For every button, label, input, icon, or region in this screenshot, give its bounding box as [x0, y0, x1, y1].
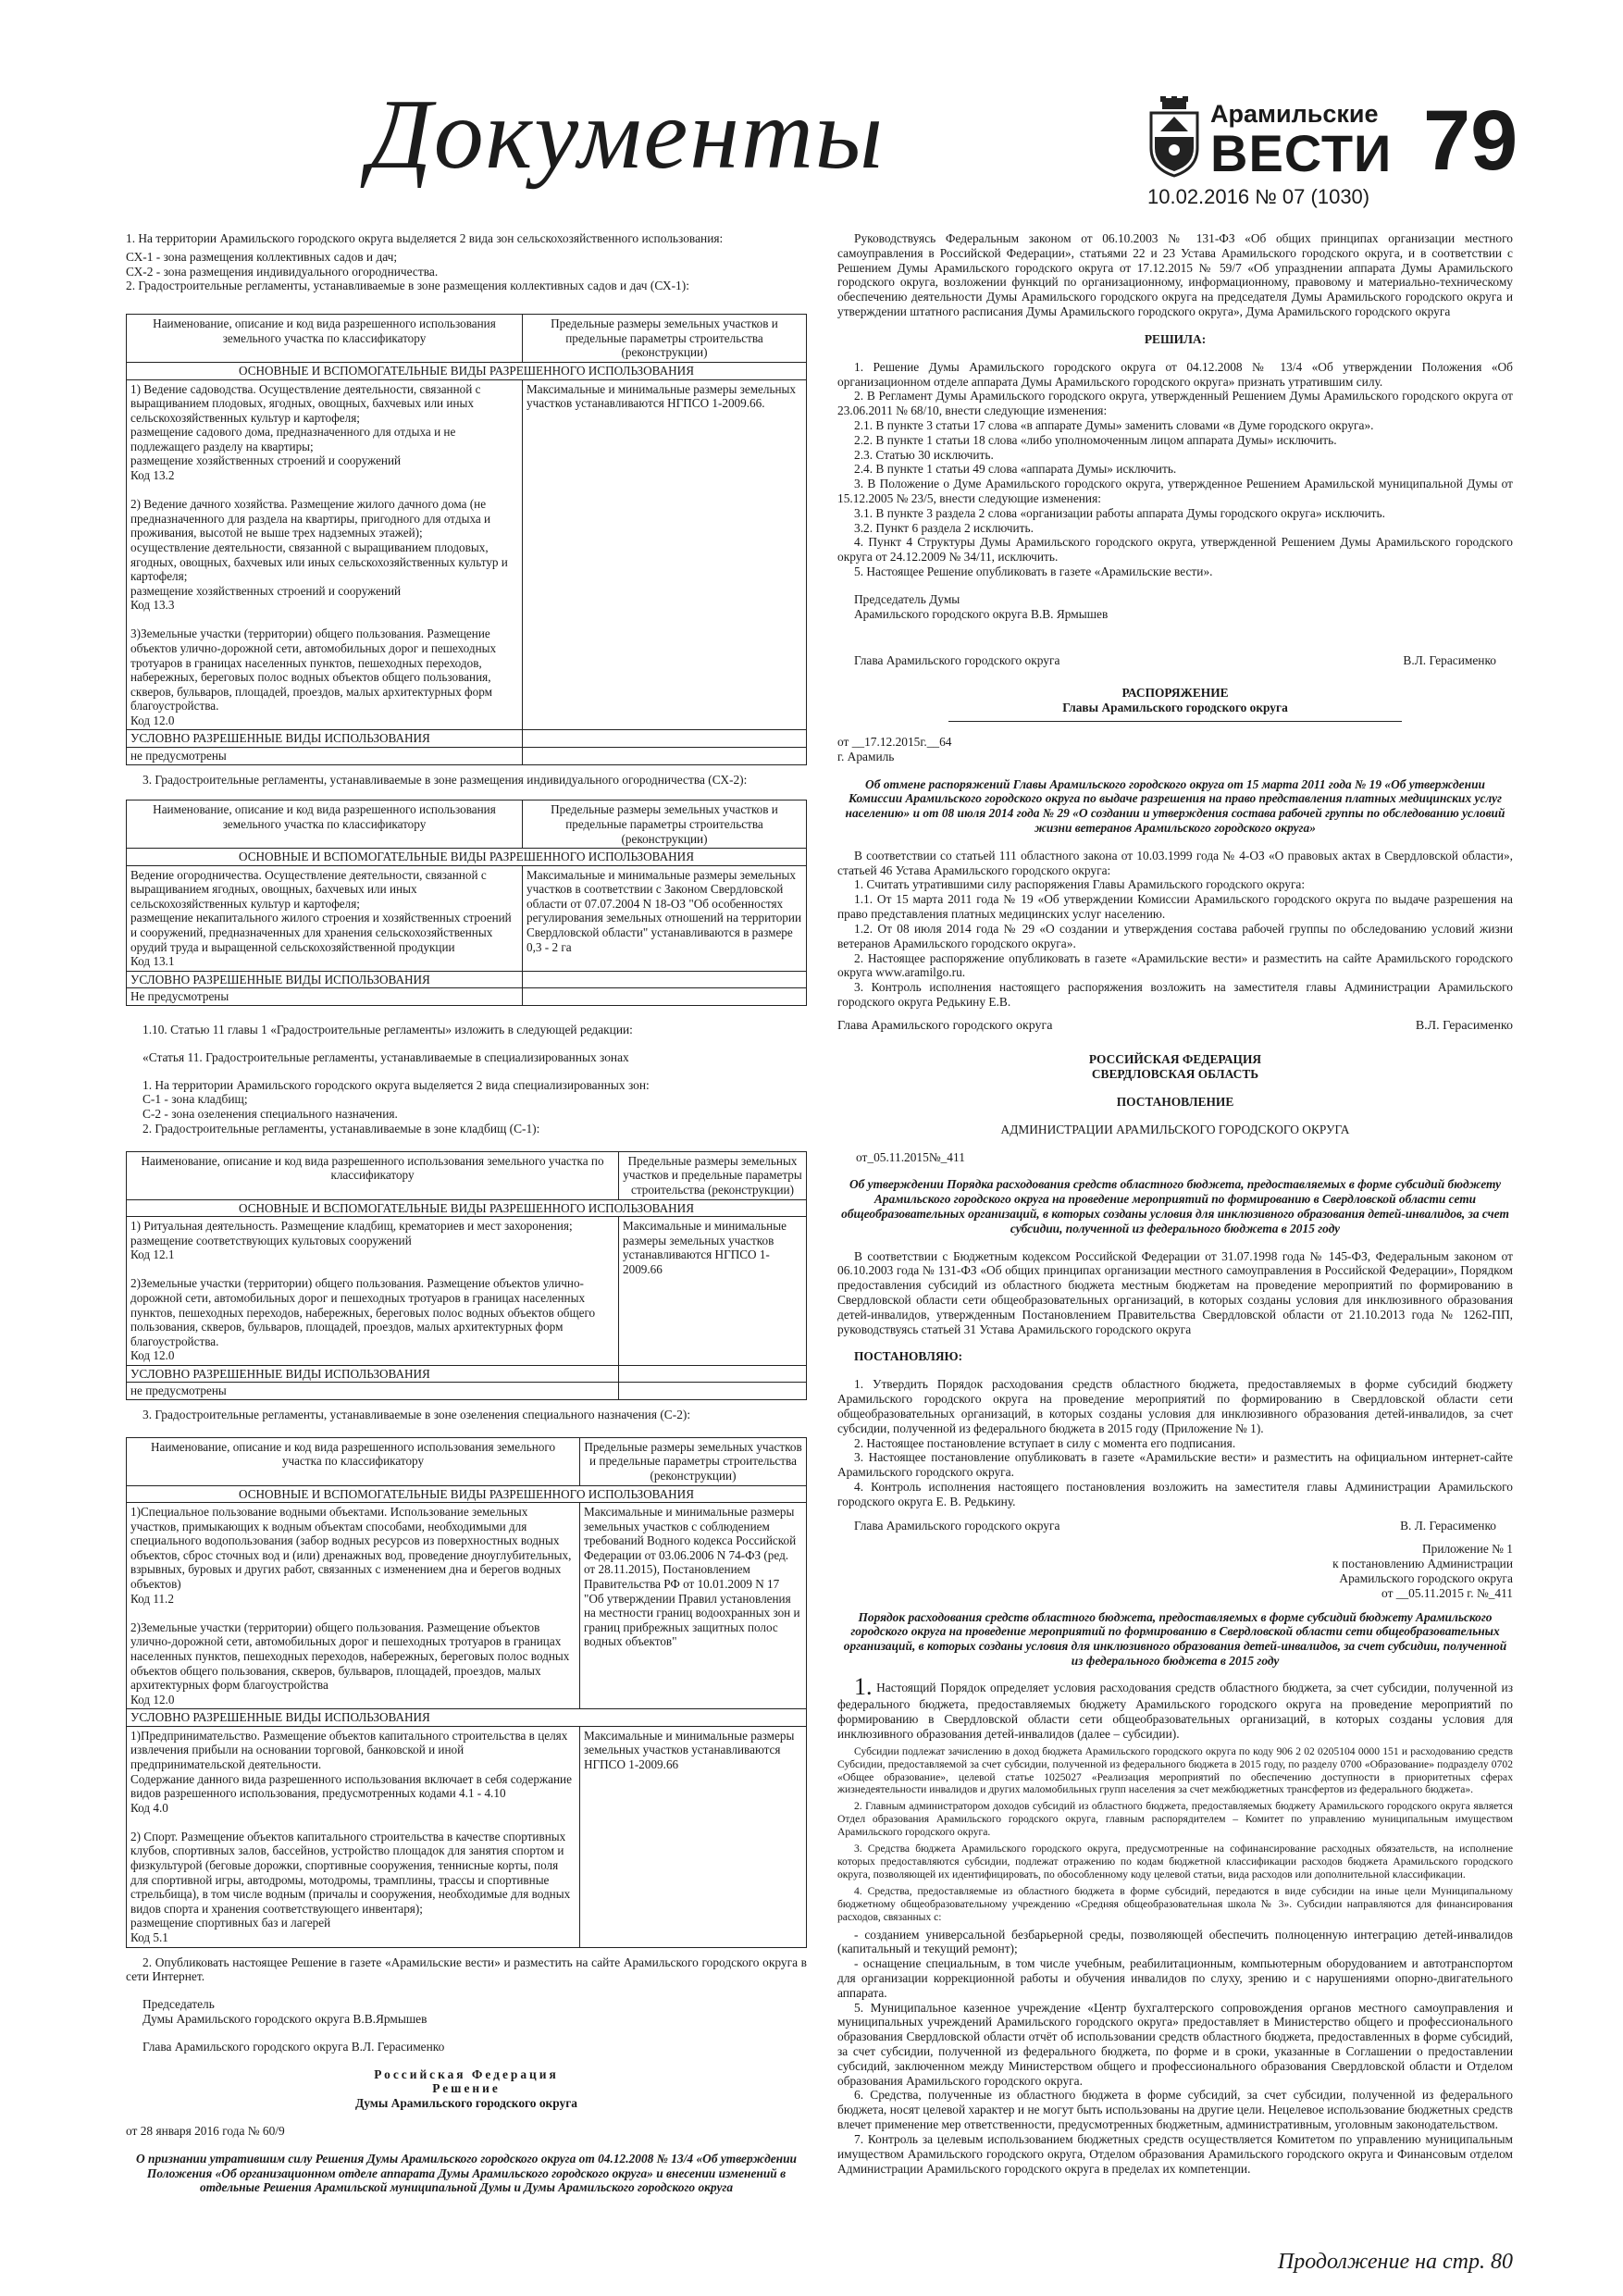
doc-heading: Решение	[432, 2081, 501, 2096]
list-item: 2. В Регламент Думы Арамильского городского округа, утвержденный Решением Думы Арамильского городского округа от 23.06.2011 № 68/10, внести следующие изменения:	[837, 389, 1513, 418]
table-section: ОСНОВНЫЕ И ВСПОМОГАТЕЛЬНЫЕ ВИДЫ РАЗРЕШЕННОГО ИСПОЛЬЗОВАНИЯ	[127, 362, 807, 379]
signature-left: Глава Арамильского городского округа	[854, 1518, 1060, 1533]
table-cell: 1)Специальное пользование водными объектами. Использование земельных участков, примыкающих к водным объектам способами, необходимыми для специального водопользования (забор водных ресурсов из поверхностных водных объектов, сброс сточных вод и (или) дренажных вод, проведение дноуглубительных, взрывных, буровых и других работ, связанных с изменением дна и берегов водных объектов) Код 11.2 2)Земельные участки (территории) общего пользования. Размещение объектов улично-дорожной сети, автомобильных дорог и пешеходных тротуаров в границах населенных пунктов, пешеходных переходов, набережных, береговых полос водных объектов общего пользования, скверов, бульваров, площадей, проездов, малых архитектурных форм благоустройства Код 12.0	[127, 1503, 580, 1709]
table-cell: Максимальные и минимальные размеры земельных участков устанавливаются НГПСО 1-2009.66	[619, 1217, 807, 1366]
table-cell: 1) Ведение садоводства. Осуществление деятельности, связанной с выращиванием плодовых, ягодных, овощных, бахчевых или иных сельскохозяйственных культур и картофеля; размещение садового дома, предназначенного для отдыха и не подлежащего разделу на квартиры; размещение хозяйственных строений и сооружений Код 13.2 2) Ведение дачного хозяйства. Размещение жилого дачного дома (не предназначенного для раздела на квартиры, пригодного для отдыха и проживания, высотой не выше трех надземных этажей); осуществление деятельности, связанной с выращиванием плодовых, ягодных, овощных, бахчевых или иных сельскохозяйственных культур и картофеля; размещение хозяйственных строений и сооружений Код 13.3 3)Земельные участки (территории) общего пользования. Размещение объектов улично-дорожной сети, автомобильных дорог и пешеходных тротуаров в границах населенных пунктов, пешеходных переходов, набережных, береговых полос водных объектов общего пользования, скверов, бульваров, площадей, проездов, малых архитектурных форм благоустройства. Код 12.0	[127, 379, 523, 730]
paragraph: Субсидии подлежат зачислению в доход бюджета Арамильского городского округа по коду 906 2 02 0205104 0000 151 и расходованию средств Субсидии, предоставляемой за счет субсидии, полученной из федерального бюджета в 2015 году, по разделу 0700 «Образование» подразделу 0702 «Общее образование», целевой статье 1025027 «Реализация мероприятий по обеспечению доступности в приоритетных сферах жизнедеятельности инвалидов и других маломобильных групп населения за счет межбюджетных трансфертов из федерального бюджета».	[837, 1744, 1513, 1796]
list-item: 3. В Положение о Думе Арамильского городского округа, утвержденное Решением Арамильской муниципальной Думы от 15.12.2005 № 23/5, внести следующие изменения:	[837, 477, 1513, 505]
list-item: 5. Настоящее Решение опубликовать в газете «Арамильские вести».	[854, 565, 1213, 579]
table-cell: Максимальные и минимальные размеры земельных участков с соблюдением требований Водного кодекса Российской Федерации от 03.06.2006 N 74-ФЗ (ред. от 28.11.2015), Постановлением Правительства РФ от 10.01.2009 N 17 "Об утверждении Правил установления на местности границ водоохранных зон и границ прибрежных защитных полос водных объектов"	[580, 1503, 807, 1709]
appendix-line: от __05.11.2015 г. №_411	[1381, 1585, 1513, 1600]
table-header: Предельные размеры земельных участков и предельные параметры строительства (реконструкции)	[619, 1151, 807, 1199]
signature-line: Председатель Думы	[854, 591, 960, 606]
list-item: 4. Пункт 4 Структуры Думы Арамильского городского округа, утвержденной Решением Думы Арамильского городского округа от 24.12.2009 № 34/11, исключить.	[837, 535, 1513, 565]
paragraph: 5. Муниципальное казенное учреждение «Центр бухгалтерского сопровождения органов местного самоуправления и муниципальных учреждений Арамильского городского округа» предоставляет в Министерство общего и профессионального образования Свердловской области отчёт об использовании средств областного бюджета, предоставленных в форме субсидий, за счет субсидии, полученной из федерального бюджета, по форме и в сроки, указанные в Соглашении о предоставлении субсидий, заключенном между Министерством общего и профессионального образования Свердловской области и Отделом образования Арамильского городского округа.	[837, 2000, 1513, 2088]
list-item: 4. Контроль исполнения настоящего постановления возложить на заместителя главы Администрации Арамильского городского округа Е. В. Редькину.	[837, 1479, 1513, 1508]
paragraph: 3. Контроль исполнения настоящего распоряжения возложить на заместителя главы Администрации Арамильского городского округа Редькину Е.В.	[837, 980, 1513, 1009]
doc-date: от __17.12.2015г.__64	[837, 734, 952, 749]
doc-place: г. Арамиль	[837, 749, 895, 763]
regulation-table-sx1	[126, 314, 807, 764]
paragraph: В соответствии с Бюджетным кодексом Российской Федерации от 31.07.1998 года № 145-ФЗ, Федеральным законом от 06.10.2003 года № 131-ФЗ «Об общих принципах организации местного самоуправления в Российской Федерации», Порядком предоставления субсидий из областного бюджета местным бюджетам на проведение мероприятий по формированию в Свердловской области сети общеобразовательных организаций, в которых созданы условия для инклюзивного образования детей-инвалидов, утвержденным Постановлением Правительства Свердловской области от 21.10.2013 года № 1262-ПП, руководствуясь статьей 31 Устава Арамильского городского округа	[837, 1248, 1513, 1336]
appendix-note	[837, 1542, 1513, 1600]
paragraph: 3. Градостроительные регламенты, устанавливаемые в зоне озеленения специального назначения (С-2):	[142, 1408, 691, 1422]
table-header: Предельные размеры земельных участков и предельные параметры строительства (реконструкции)	[580, 1437, 807, 1485]
doc-heading: РОССИЙСКАЯ ФЕДЕРАЦИЯ	[1088, 1052, 1262, 1067]
table-cell: Максимальные и минимальные размеры земельных участков в соответствии с Законом Свердловской области от 07.07.2004 N 18-ОЗ "Об особенностях регулирования земельных отношений на территории Свердловской области" устанавливаются в размере 0,3 - 2 га	[523, 865, 807, 971]
list-item: 3.2. Пункт 6 раздела 2 исключить.	[854, 520, 1034, 535]
paragraph: - оснащение специальным, в том числе учебным, реабилитационным, компьютерным оборудованием и автотранспортом для организации коррекционной работы и обучения инвалидов по слуху, зрению и с нарушениями опорно-двигательного аппарата.	[837, 1956, 1513, 2000]
signature-left: Глава Арамильского городского округа	[837, 1018, 1053, 1033]
paragraph: Руководствуясь Федеральным законом от 06.10.2003 № 131-ФЗ «Об общих принципах организации местного самоуправления в Российской Федерации», статьями 22 и 23 Устава Арамильского городского округа, и в соответствии с Решением Думы Арамильского городского округа от 17.12.2015 № 59/7 «Об упразднении аппарата Думы Арамильского городского округа, возложении функций по организационному, информационному, правовому и материально-техническому обеспечению деятельности Думы Арамильского городского округа на председателя Думы Арамильского городского округа и утверждении штатного расписания Думы Арамильского городского округа», Дума Арамильского городского округа	[837, 231, 1513, 319]
doc-title: О признании утратившим силу Решения Думы Арамильского городского округа от 04.12.2008 № 13/4 «Об утверждении Положения «Об организационном отделе аппарата Думы Арамильского городского округа» и внесении изменений в отдельные Решения Арамильской муниципальной Думы и Думы Арамильского городского округа	[135, 2151, 798, 2195]
appendix-line: к постановлению Администрации	[1332, 1557, 1513, 1571]
item-number: 1.	[854, 1672, 873, 1700]
right-column	[837, 231, 1513, 2179]
list-item: 2.3. Статью 30 исключить.	[854, 447, 994, 462]
section-title: Документы	[368, 80, 886, 190]
signature-line: Глава Арамильского городского округа В.Л. Герасименко	[142, 2039, 445, 2054]
paragraph: С-2 - зона озеленения специального назначения.	[142, 1107, 398, 1122]
paragraph: 2. Опубликовать настоящее Решение в газете «Арамильские вести» и разместить на сайте Арамильского городского округа в сети Интернет.	[126, 1955, 807, 1984]
list-item: 3.1. В пункте 3 раздела 2 слова «организации работы аппарата Думы городского округа» исключить.	[854, 505, 1385, 520]
regulation-table-c1	[126, 1151, 807, 1400]
issue-info: 10.02.2016 № 07 (1030)	[1147, 185, 1370, 208]
signature-right: В.Л. Герасименко	[1403, 652, 1496, 667]
paragraph: 7. Контроль за целевым использованием бюджетных средств осуществляется Комитетом по управлению муниципальным имуществом Арамильского городского округа, Отделом образования Арамильского городского округа и Финансовым отделом Администрации Арамильского городского округа в пределах их компетенции.	[837, 2131, 1513, 2176]
doc-heading: ПОСТАНОВЛЯЮ:	[854, 1349, 963, 1364]
regulation-table-c2	[126, 1437, 807, 1948]
paragraph: 1. Считать утратившими силу распоряжения Главы Арамильского городского округа:	[854, 877, 1306, 892]
paragraph: 4. Средства, предоставляемые из областного бюджета в форме субсидий, передаются в виде субсидии на иные цели Муниципальному бюджетному общеобразовательному учреждению «Средняя общеобразовательная школа № 3». Субсидии направляются для финансирования расходов, связанных с:	[837, 1884, 1513, 1923]
table-cell: Ведение огородничества. Осуществление деятельности, связанной с выращиванием ягодных, овощных, бахчевых или иных сельскохозяйственных культур и картофеля; размещение некапитального жилого строения и хозяйственных строений и сооружений, предназначенных для хранения сельскохозяйственных орудий труда и выращенной сельскохозяйственной продукции Код 13.1	[127, 865, 523, 971]
doc-heading: Российская Федерация	[374, 2066, 559, 2081]
table-section: УСЛОВНО РАЗРЕШЕННЫЕ ВИДЫ ИСПОЛЬЗОВАНИЯ	[127, 1365, 619, 1383]
table-cell: Не предусмотрены	[127, 988, 523, 1006]
table-header: Наименование, описание и код вида разрешенного использования земельного участка по классификатору	[127, 1151, 619, 1199]
list-item: 3. Настоящее постановление опубликовать в газете «Арамильские вести» и разместить на официальном интернет-сайте Арамильского городского округа.	[837, 1450, 1513, 1480]
doc-date: от 28 января 2016 года № 60/9	[126, 2124, 285, 2139]
list-item: 2. Настоящее постановление вступает в силу с момента его подписания.	[854, 1435, 1236, 1450]
paragraph: 3. Средства бюджета Арамильского городского округа, предусмотренные на софинансирование расходных обязательств, на исполнение которых предоставляются субсидии, подлежат отражению по кодам бюджетной классификации расходов бюджета Арамильского городского округа, позволяющей их идентифицировать, по обособленному коду целевой статьи, вида расходов или дополнительной классификации.	[837, 1843, 1513, 1880]
doc-date: от_05.11.2015№_411	[856, 1149, 965, 1164]
table-section: УСЛОВНО РАЗРЕШЕННЫЕ ВИДЫ ИСПОЛЬЗОВАНИЯ	[127, 971, 523, 988]
appendix-line: Арамильского городского округа	[1339, 1571, 1513, 1586]
table-section: ОСНОВНЫЕ И ВСПОМОГАТЕЛЬНЫЕ ВИДЫ РАЗРЕШЕННОГО ИСПОЛЬЗОВАНИЯ	[127, 849, 807, 866]
list-item: 2.2. В пункте 1 статьи 18 слова «либо уполномоченным лицом аппарата Думы» исключить.	[854, 432, 1337, 447]
paragraph: 2. Главным администратором доходов субсидий из областного бюджета, предоставляемых бюджету Арамильского городского округа является Отдел образования Арамильского городского округа, главным распорядителем – Комитет по управлению муниципальным имуществом Арамильского городского округа.	[837, 1800, 1513, 1839]
doc-heading: АДМИНИСТРАЦИИ АРАМИЛЬСКОГО ГОРОДСКОГО ОКРУГА	[1000, 1122, 1350, 1136]
table-cell: Максимальные и минимальные размеры земельных участков устанавливаются НГПСО 1-2009.66.	[523, 379, 807, 730]
page-number: 79	[1423, 93, 1518, 188]
table-header: Наименование, описание и код вида разрешенного использования земельного участка по классификатору	[127, 1437, 580, 1485]
signature-right: В.Л. Герасименко	[1415, 1018, 1513, 1033]
table-section: УСЛОВНО РАЗРЕШЕННЫЕ ВИДЫ ИСПОЛЬЗОВАНИЯ	[127, 730, 523, 748]
table-header: Предельные размеры земельных участков и предельные параметры строительства (реконструкции)	[523, 800, 807, 849]
signature-line: Думы Арамильского городского округа В.В.Ярмышев	[142, 2011, 427, 2026]
doc-title: Об отмене распоряжений Главы Арамильского городского округа от 15 марта 2011 года № 19 «Об утверждении Комиссии Арамильского городского округа по выдаче разрешения на право представления платных медицинских услуг населению» и от 08 июля 2014 года № 29 «О создании и утверждения состава рабочей группы по обследованию условий жизни ветеранов Арамильского городского округа»	[845, 776, 1505, 835]
signature-row	[837, 1019, 1513, 1035]
paragraph-text: Настоящий Порядок определяет условия расходования средств областного бюджета, за счет субсидии, полученной из федерального бюджета, предоставляемых бюджету Арамильского городского округа на проведение мероприятий по формированию в Свердловской области сети общеобразовательных организаций, в которых созданы условия для инклюзивного образования детей-инвалидов (далее – субсидии).	[837, 1680, 1513, 1741]
paragraph: 6. Средства, полученные из областного бюджета в форме субсидий, за счет субсидии, полученной из федерального бюджета, носят целевой характер и не могут быть использованы на другие цели. Нецелевое использование бюджетных средств влечет применение мер ответственности, предусмотренных бюджетным, административным, уголовным законодательством.	[837, 2088, 1513, 2132]
doc-heading: Главы Арамильского городского округа	[1062, 701, 1288, 715]
doc-title: Об утверждении Порядка расходования средств областного бюджета, предоставляемых в форме субсидий бюджету Арамильского городского округа на проведение мероприятий по формированию в Свердловской области сети общеобразовательных организаций, в которых созданы условия для инклюзивного образования детей-инвалидов, за счет субсидии, полученной из федерального бюджета в 2015 году	[841, 1177, 1509, 1235]
list-item: 1. Утвердить Порядок расходования средств областного бюджета, предоставляемых в форме субсидий бюджету Арамильского городского округа на проведение мероприятий по формированию в Свердловской области сети общеобразовательных организаций, в которых созданы условия для инклюзивного образования детей-инвалидов, за счет субсидии, полученной из федерального бюджета в 2015 году (Приложение № 1).	[837, 1377, 1513, 1435]
doc-heading: РЕШИЛА:	[1144, 331, 1207, 346]
table-cell: не предусмотрены	[127, 1383, 619, 1400]
paragraph: 3. Градостроительные регламенты, устанавливаемые в зоне размещения индивидуального огородничества (СХ-2):	[142, 772, 748, 787]
doc-heading: Думы Арамильского городского округа	[355, 2096, 577, 2111]
signature-line: Председатель	[142, 1997, 215, 2012]
brand-main: ВЕСТИ	[1210, 124, 1393, 182]
signature-line: Арамильского городского округа В.В. Ярмышев	[854, 606, 1109, 621]
masthead	[0, 0, 1623, 215]
paragraph	[837, 1672, 1513, 1742]
doc-heading: СВЕРДЛОВСКАЯ ОБЛАСТЬ	[1091, 1067, 1259, 1082]
table-section: ОСНОВНЫЕ И ВСПОМОГАТЕЛЬНЫЕ ВИДЫ РАЗРЕШЕННОГО ИСПОЛЬЗОВАНИЯ	[127, 1199, 807, 1217]
paragraph: С-1 - зона кладбищ;	[142, 1092, 248, 1107]
coat-of-arms-icon	[1146, 96, 1203, 178]
table-section: УСЛОВНО РАЗРЕШЕННЫЕ ВИДЫ ИСПОЛЬЗОВАНИЯ	[127, 1709, 807, 1727]
list-item: 2.1. В пункте 3 статьи 17 слова «в аппарате Думы» заменить словами «в Думе городского округа».	[854, 417, 1374, 432]
table-section: ОСНОВНЫЕ И ВСПОМОГАТЕЛЬНЫЕ ВИДЫ РАЗРЕШЕННОГО ИСПОЛЬЗОВАНИЯ	[127, 1485, 807, 1503]
left-column	[126, 231, 807, 2199]
table-header: Наименование, описание и код вида разрешенного использования земельного участка по классификатору	[127, 800, 523, 849]
doc-heading: РАСПОРЯЖЕНИЕ	[1121, 686, 1229, 701]
paragraph: 1. На территории Арамильского городского округа выделяется 2 вида зон сельскохозяйственного использования:	[126, 231, 724, 245]
brand-top: Арамильские	[1210, 100, 1379, 128]
continued-note: Продолжение на стр. 80	[1277, 2250, 1513, 2274]
paragraph: 1.10. Статью 11 главы 1 «Градостроительные регламенты» изложить в следующей редакции:	[142, 1022, 633, 1036]
list-item: 1. Решение Думы Арамильского городского округа от 04.12.2008 № 13/4 «Об утверждении Положения «Об организационном отделе аппарата Думы Арамильского городского округа» признать утратившим силу.	[837, 359, 1513, 389]
signature-left: Глава Арамильского городского округа	[854, 652, 1060, 667]
table-cell: не предусмотрены	[127, 748, 523, 765]
table-header: Предельные размеры земельных участков и предельные параметры строительства (реконструкции)	[523, 315, 807, 363]
paragraph: СХ-1 - зона размещения коллективных садов и дач;	[126, 249, 398, 264]
table-header: Наименование, описание и код вида разрешенного использования земельного участка по классификатору	[127, 315, 523, 363]
newspaper-logo	[1146, 96, 1393, 182]
table-cell: Максимальные и минимальные размеры земельных участков устанавливаются НГПСО 1-2009.66	[580, 1726, 807, 1947]
signature-row	[837, 1519, 1513, 1533]
regulation-table-sx2	[126, 800, 807, 1006]
list-item: 2.4. В пункте 1 статьи 49 слова «аппарата Думы» исключить.	[854, 462, 1177, 477]
doc-title: Порядок расходования средств областного бюджета, предоставляемых в форме субсидий бюджету Арамильского городского округа на проведение мероприятий по формированию в Свердловской области сети общеобразовательных организаций, в которых созданы условия для инклюзивного образования детей-инвалидов, за счет субсидии, полученной из федерального бюджета в 2015 году	[843, 1609, 1507, 1669]
signature-row	[837, 653, 1513, 668]
paragraph: 1. На территории Арамильского городского округа выделяется 2 вида специализированных зон:	[142, 1077, 650, 1092]
appendix-line: Приложение № 1	[1421, 1542, 1513, 1557]
paragraph: СХ-2 - зона размещения индивидуального огородничества.	[126, 264, 439, 279]
paragraph: В соответствии со статьей 111 областного закона от 10.03.1999 года № 4-ОЗ «О правовых актах в Свердловской области», статьей 46 Устава Арамильского городского округа:	[837, 848, 1513, 877]
paragraph: «Статья 11. Градостроительные регламенты, устанавливаемые в специализированных зонах	[142, 1049, 629, 1064]
doc-heading: ПОСТАНОВЛЕНИЕ	[1116, 1094, 1234, 1109]
table-cell: 1)Предпринимательство. Размещение объектов капитального строительства в целях извлечения прибыли на основании торговой, банковской и иной предпринимательской деятельности. Содержание данного вида разрешенного использования включает в себя содержание видов разрешенного использования, предусмотренных кодами 4.1 - 4.10 Код 4.0 2) Спорт. Размещение объектов капитального строительства в качестве спортивных клубов, спортивных залов, бассейнов, устройство площадок для занятия спортом и физкультурой (беговые дорожки, спортивные сооружения, теннисные корты, поля для спортивной игры, автодромы, мотодромы, трамплины, трассы и спортивные стрельбища), в том числе водным (причалы и сооружения, необходимые для водных видов спорта и хранения соответствующего инвентаря); размещение спортивных баз и лагерей Код 5.1	[127, 1726, 580, 1947]
paragraph: 2. Градостроительные регламенты, устанавливаемые в зоне кладбищ (С-1):	[142, 1121, 540, 1136]
paragraph: 2. Настоящее распоряжение опубликовать в газете «Арамильские вести» и разместить на сайте Арамильского городского округа www.aramilgo.ru.	[837, 950, 1513, 980]
paragraph: 1.1. От 15 марта 2011 года № 19 «Об утверждении Комиссии Арамильского городского округа по выдаче разрешения на право представления платных медицинских услуг населению.	[837, 892, 1513, 922]
signature-right: В. Л. Герасименко	[1400, 1518, 1496, 1533]
table-cell: 1) Ритуальная деятельность. Размещение кладбищ, крематориев и мест захоронения; размещение соответствующих культовых сооружений Код 12.1 2)Земельные участки (территории) общего пользования. Размещение объектов улично-дорожной сети, автомобильных дорог и пешеходных тротуаров в границах населенных пунктов, пешеходных переходов, набережных, береговых полос водных объектов общего пользования, скверов, бульваров, площадей, проездов, малых архитектурных форм благоустройства. Код 12.0	[127, 1217, 619, 1366]
paragraph: 2. Градостроительные регламенты, устанавливаемые в зоне размещения коллективных садов и дач (СХ-1):	[126, 279, 689, 293]
paragraph: - созданием универсальной безбарьерной среды, позволяющей обеспечить полноценную интеграцию детей-инвалидов (капитальный и текущий ремонт);	[837, 1927, 1513, 1956]
paragraph: 1.2. От 08 июля 2014 года № 29 «О создании и утверждения состава рабочей группы по обследованию условий жизни ветеранов Арамильского городского округа».	[837, 921, 1513, 950]
